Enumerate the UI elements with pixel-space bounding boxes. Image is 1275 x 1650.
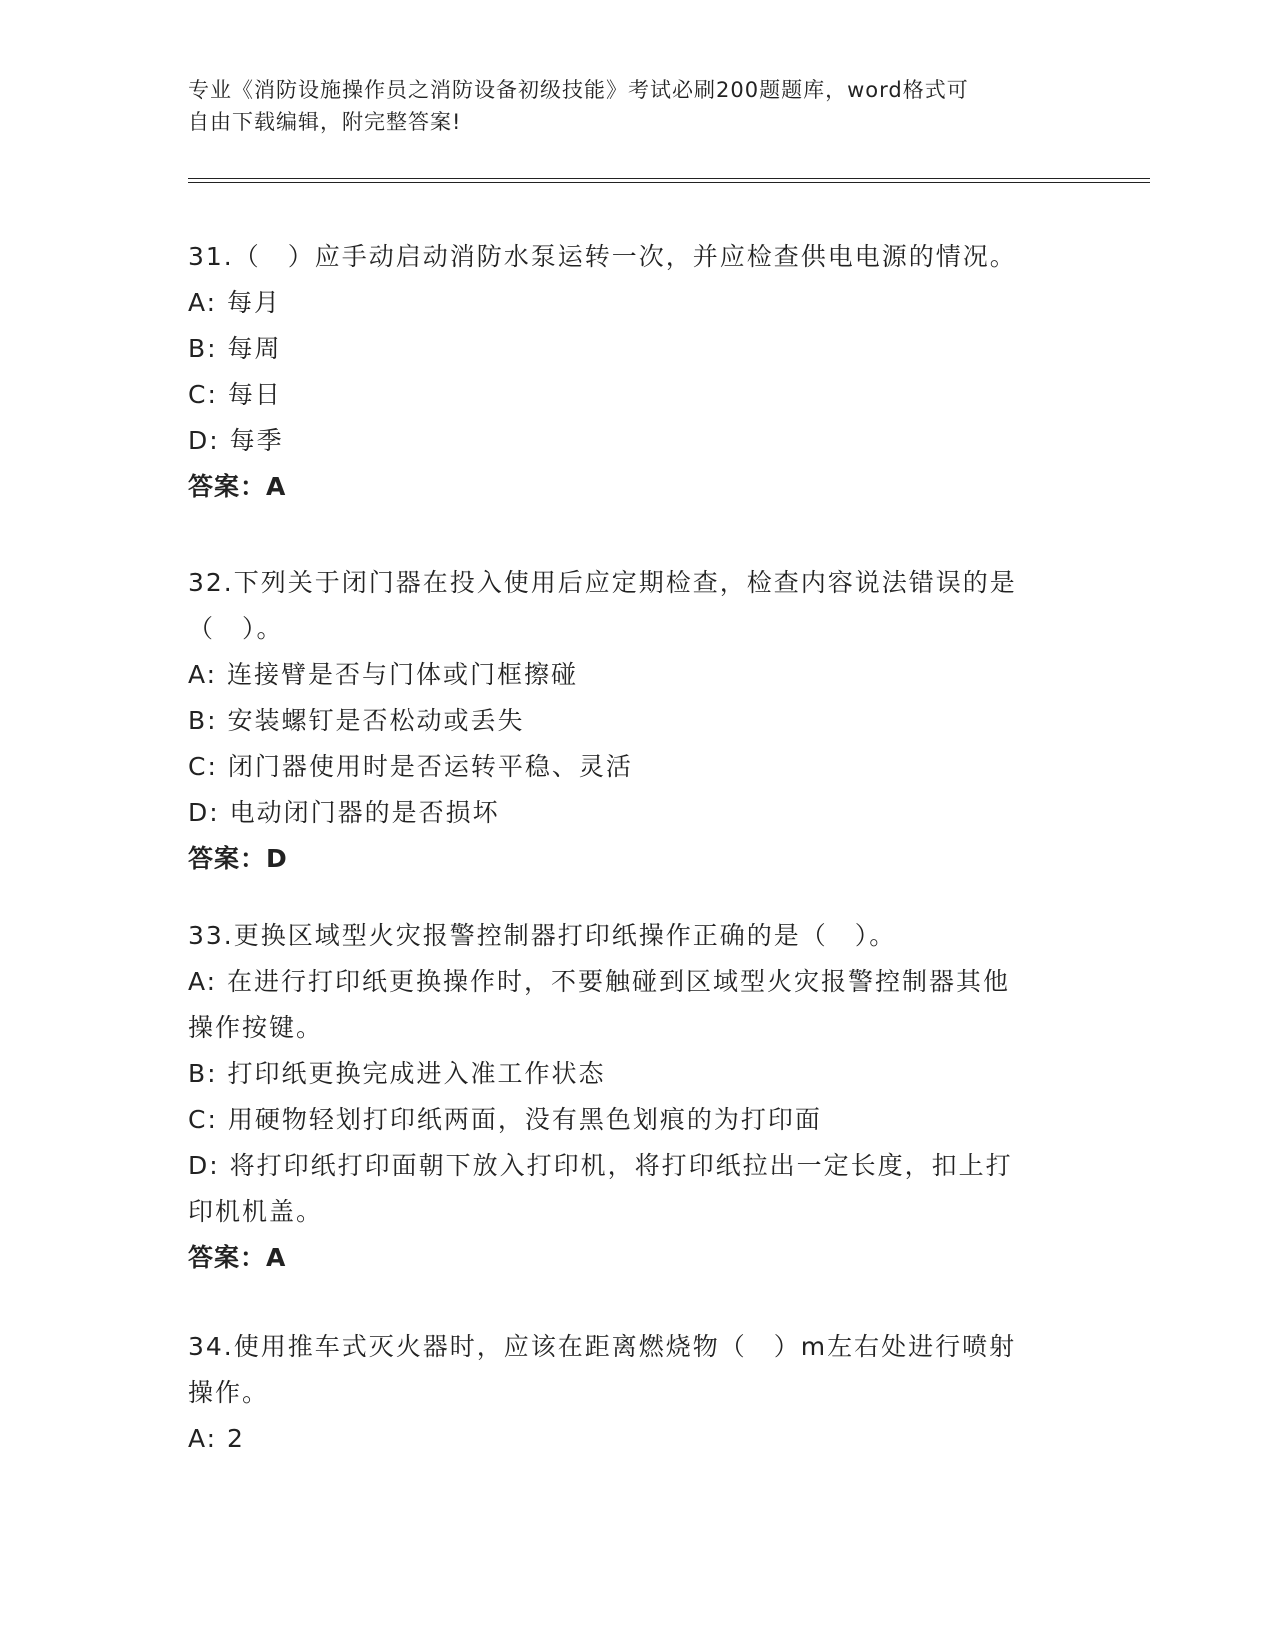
answer: 答案：A [188, 1243, 287, 1272]
question-stem-continued: 操作。 [188, 1378, 270, 1407]
option-a-continued: 操作按键。 [188, 1013, 324, 1042]
question-34 [188, 1324, 1088, 1462]
header-divider-bottom [188, 182, 1150, 183]
option-c: C: 用硬物轻划打印纸两面，没有黑色划痕的为打印面 [188, 1105, 822, 1134]
option-c: C: 闭门器使用时是否运转平稳、灵活 [188, 752, 633, 781]
option-a: A: 连接臂是否与门体或门框擦碰 [188, 660, 579, 689]
option-c: C: 每日 [188, 380, 282, 409]
option-d: D: 电动闭门器的是否损坏 [188, 798, 500, 827]
question-stem-continued: （ ）。 [188, 614, 284, 643]
question-32 [188, 560, 1088, 882]
option-a: A: 每月 [188, 288, 282, 317]
question-33 [188, 913, 1088, 1281]
option-b: B: 每周 [188, 334, 282, 363]
option-d-continued: 印机机盖。 [188, 1197, 324, 1226]
header-line-2: 自由下载编辑，附完整答案! [188, 110, 462, 134]
option-b: B: 打印纸更换完成进入准工作状态 [188, 1059, 606, 1088]
answer: 答案：D [188, 844, 288, 873]
option-d: D: 将打印纸打印面朝下放入打印机，将打印纸拉出一定长度，扣上打 [188, 1151, 1013, 1180]
header-divider-top [188, 178, 1150, 179]
question-stem: 34.使用推车式灭火器时，应该在距离燃烧物（ ）m左右处进行喷射 [188, 1332, 1017, 1361]
document-header [188, 74, 1068, 138]
question-stem: 31.（ ）应手动启动消防水泵运转一次，并应检查供电电源的情况。 [188, 242, 1017, 271]
question-stem: 33.更换区域型火灾报警控制器打印纸操作正确的是（ ）。 [188, 921, 897, 950]
question-stem: 32.下列关于闭门器在投入使用后应定期检查，检查内容说法错误的是 [188, 568, 1017, 597]
option-b: B: 安装螺钉是否松动或丢失 [188, 706, 525, 735]
header-line-1: 专业《消防设施操作员之消防设备初级技能》考试必刷200题题库，word格式可 [188, 78, 969, 102]
answer: 答案：A [188, 472, 287, 501]
question-31 [188, 234, 1088, 510]
option-a: A: 在进行打印纸更换操作时，不要触碰到区域型火灾报警控制器其他 [188, 967, 1011, 996]
option-a: A: 2 [188, 1424, 245, 1453]
option-d: D: 每季 [188, 426, 284, 455]
